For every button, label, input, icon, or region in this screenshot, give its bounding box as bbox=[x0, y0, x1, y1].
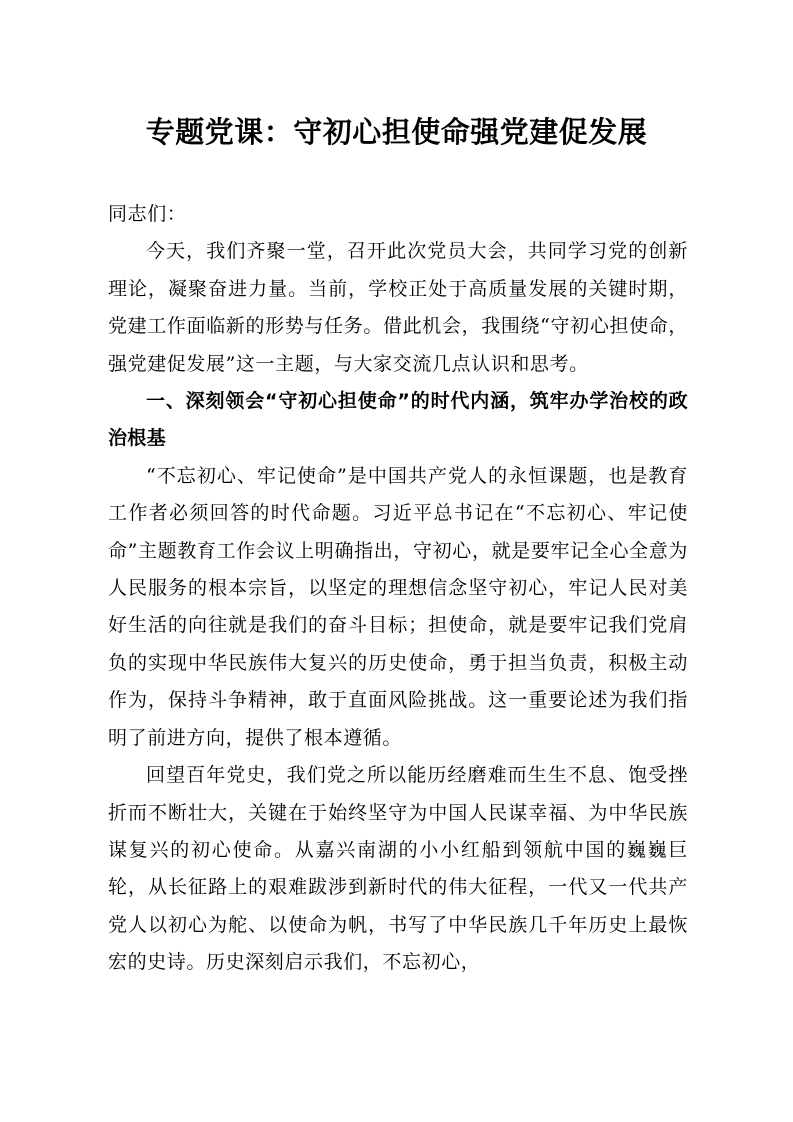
intro-paragraph: 今天，我们齐聚一堂，召开此次党员大会，共同学习党的创新理论，凝聚奋进力量。当前，学校正处于高质量发展的关键时期，党建工作面临新的形势与任务。借此机会，我围绕“守初心担使命，强党建促发展”这一主题，与大家交流几点认识和思考。 bbox=[108, 240, 688, 375]
page-title: 专题党课：守初心担使命强党建促发展 bbox=[145, 115, 648, 149]
section-heading: 一、深刻领会“守初心担使命”的时代内涵，筑牢办学治校的政治根基 bbox=[108, 390, 688, 450]
body-paragraph: 回望百年党史，我们党之所以能历经磨难而生生不息、饱受挫折而不断壮大，关键在于始终坚守为中国人民谋幸福、为中华民族谋复兴的初心使命。从嘉兴南湖的小小红船到领航中国的巍巍巨轮，从长征路上的艰难跋涉到新时代的伟大征程，一代又一代共产党人以初心为舵、以使命为帆，书写了中华民族几千年历史上最恢宏的史诗。历史深刻启示我们，不忘初心， bbox=[108, 764, 688, 974]
salutation: 同志们： bbox=[108, 203, 187, 225]
body-paragraph: “不忘初心、牢记使命”是中国共产党人的永恒课题，也是教育工作者必须回答的时代命题。习近平总书记在“不忘初心、牢记使命”主题教育工作会议上明确指出，守初心，就是要牢记全心全意为人民服务的根本宗旨，以坚定的理想信念坚守初心，牢记人民对美好生活的向往就是我们的奋斗目标；担使命，就是要牢记我们党肩负的实现中华民族伟大复兴的历史使命，勇于担当负责，积极主动作为，保持斗争精神，敢于直面风险挑战。这一重要论述为我们指明了前进方向，提供了根本遵循。 bbox=[108, 464, 688, 749]
document-body bbox=[108, 196, 688, 982]
